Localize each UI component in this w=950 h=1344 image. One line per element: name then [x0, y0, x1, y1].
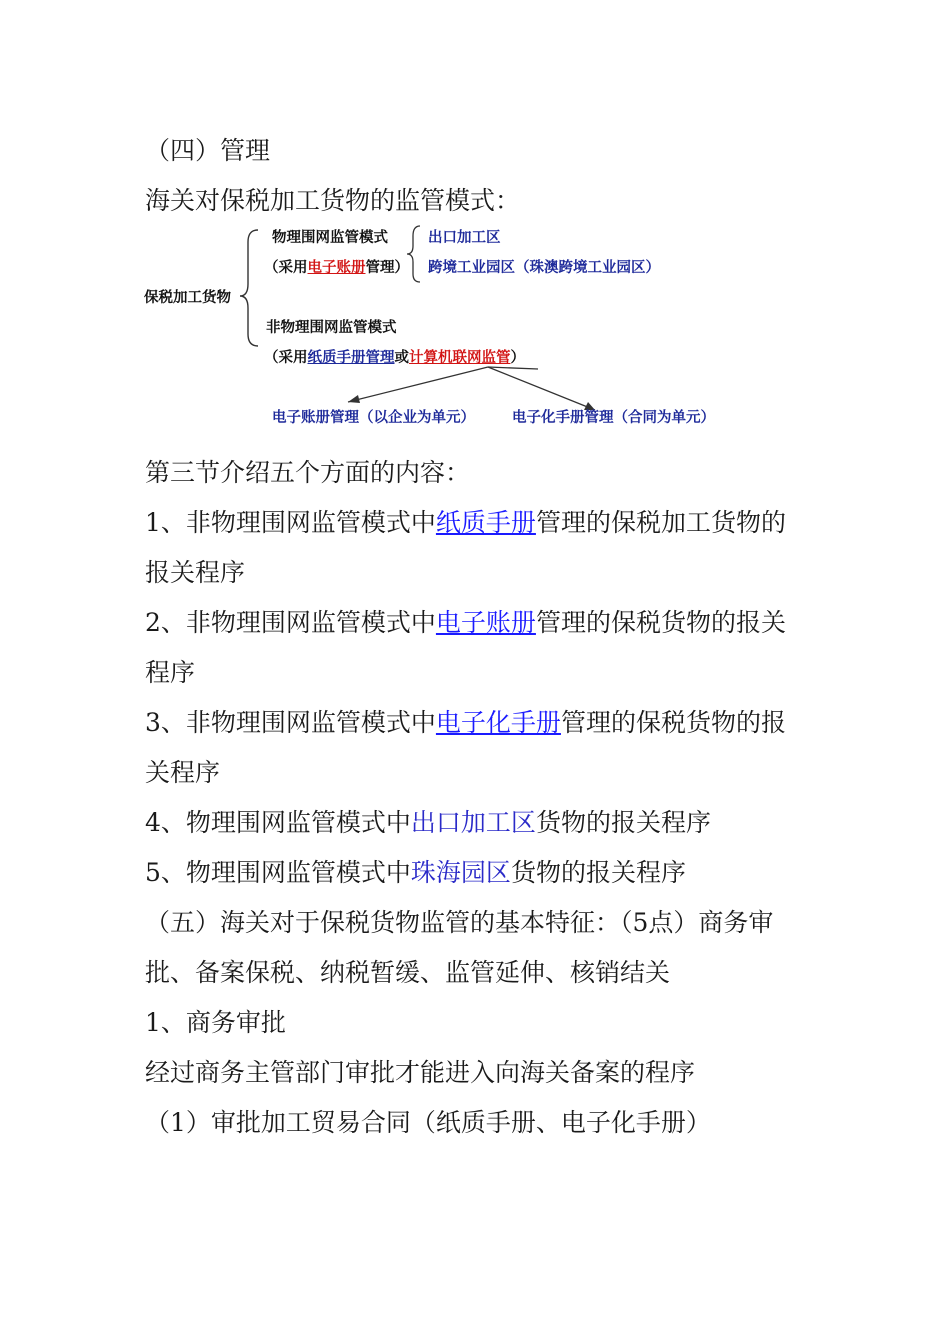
section-heading-5-line1: （五）海关对于保税货物监管的基本特征：（5点）商务审 [145, 908, 774, 937]
list-item-3-cont: 关程序 [145, 758, 221, 787]
list-item-3-post: 管理的保税货物的报 [560, 708, 786, 737]
link-electronic-manual[interactable]: 电子化手册 [435, 708, 561, 737]
list-item-3-pre: 3、非物理围网监管模式中 [145, 708, 436, 737]
nonphysical-note-open: （采用 [264, 350, 308, 366]
physical-note [264, 256, 409, 277]
list-item-1-pre: 1、非物理围网监管模式中 [145, 508, 436, 537]
link-export-processing-zone[interactable]: 出口加工区 [410, 808, 536, 837]
arrow-right-line [488, 367, 538, 369]
list-item-4-pre: 4、物理围网监管模式中 [145, 808, 411, 837]
arrow-left-line [348, 367, 488, 402]
nonphysical-note-close: ） [510, 350, 525, 366]
list-item-1 [145, 508, 786, 538]
nonphysical-note-red: 计算机联网监管 [409, 350, 511, 366]
list-item-2 [145, 608, 786, 638]
arrow-right-line-2 [488, 367, 595, 410]
list-item-1-cont: 报关程序 [145, 558, 246, 587]
subheading-1: 1、商务审批 [145, 1008, 286, 1037]
nonphysical-note [264, 346, 525, 367]
list-item-3 [145, 708, 786, 738]
main-brace [240, 230, 258, 346]
list-item-2-post: 管理的保税货物的报关 [535, 608, 786, 637]
physical-item-1: 出口加工区 [428, 230, 501, 246]
section-heading-5-line2: 批、备案保税、纳税暂缓、监管延伸、核销结关 [145, 958, 671, 987]
list-item-5-pre: 5、物理围网监管模式中 [145, 858, 411, 887]
diagram-root: 保税加工货物 [144, 290, 231, 306]
diagram-lines [140, 222, 760, 432]
nonphysical-note-or: 或 [394, 350, 409, 366]
section3-intro: 第三节介绍五个方面的内容： [145, 458, 471, 487]
list-item-2-pre: 2、非物理围网监管模式中 [145, 608, 436, 637]
subheading-1-text: 经过商务主管部门审批才能进入向海关备案的程序 [145, 1058, 696, 1087]
physical-note-open: （采用 [264, 260, 308, 276]
branch-right: 电子化手册管理（合同为单元） [512, 410, 715, 426]
physical-note-close: 管理） [365, 260, 409, 276]
supervision-mode-diagram [140, 222, 760, 432]
arrow-left-head [348, 395, 360, 403]
physical-item-2: 跨境工业园区（珠澳跨境工业园区） [428, 260, 660, 276]
subheading-1-item-1: （1）审批加工贸易合同（纸质手册、电子化手册） [145, 1108, 711, 1137]
list-item-5 [145, 858, 686, 888]
list-item-5-post: 货物的报关程序 [510, 858, 686, 887]
section-heading-4: （四）管理 [145, 136, 271, 165]
physical-title: 物理围网监管模式 [272, 230, 388, 246]
physical-note-red: 电子账册 [307, 260, 366, 276]
nonphysical-note-blue: 纸质手册管理 [307, 350, 395, 366]
list-item-1-post: 管理的保税加工货物的 [535, 508, 786, 537]
link-paper-manual[interactable]: 纸质手册 [435, 508, 536, 537]
intro-text: 海关对保税加工货物的监管模式： [145, 186, 521, 215]
link-zhuhai-park[interactable]: 珠海园区 [410, 858, 511, 887]
link-electronic-ledger[interactable]: 电子账册 [435, 608, 536, 637]
nonphysical-title: 非物理围网监管模式 [266, 320, 397, 336]
list-item-2-cont: 程序 [145, 658, 196, 687]
list-item-4 [145, 808, 711, 838]
list-item-4-post: 货物的报关程序 [535, 808, 711, 837]
branch-left: 电子账册管理（以企业为单元） [272, 410, 475, 426]
